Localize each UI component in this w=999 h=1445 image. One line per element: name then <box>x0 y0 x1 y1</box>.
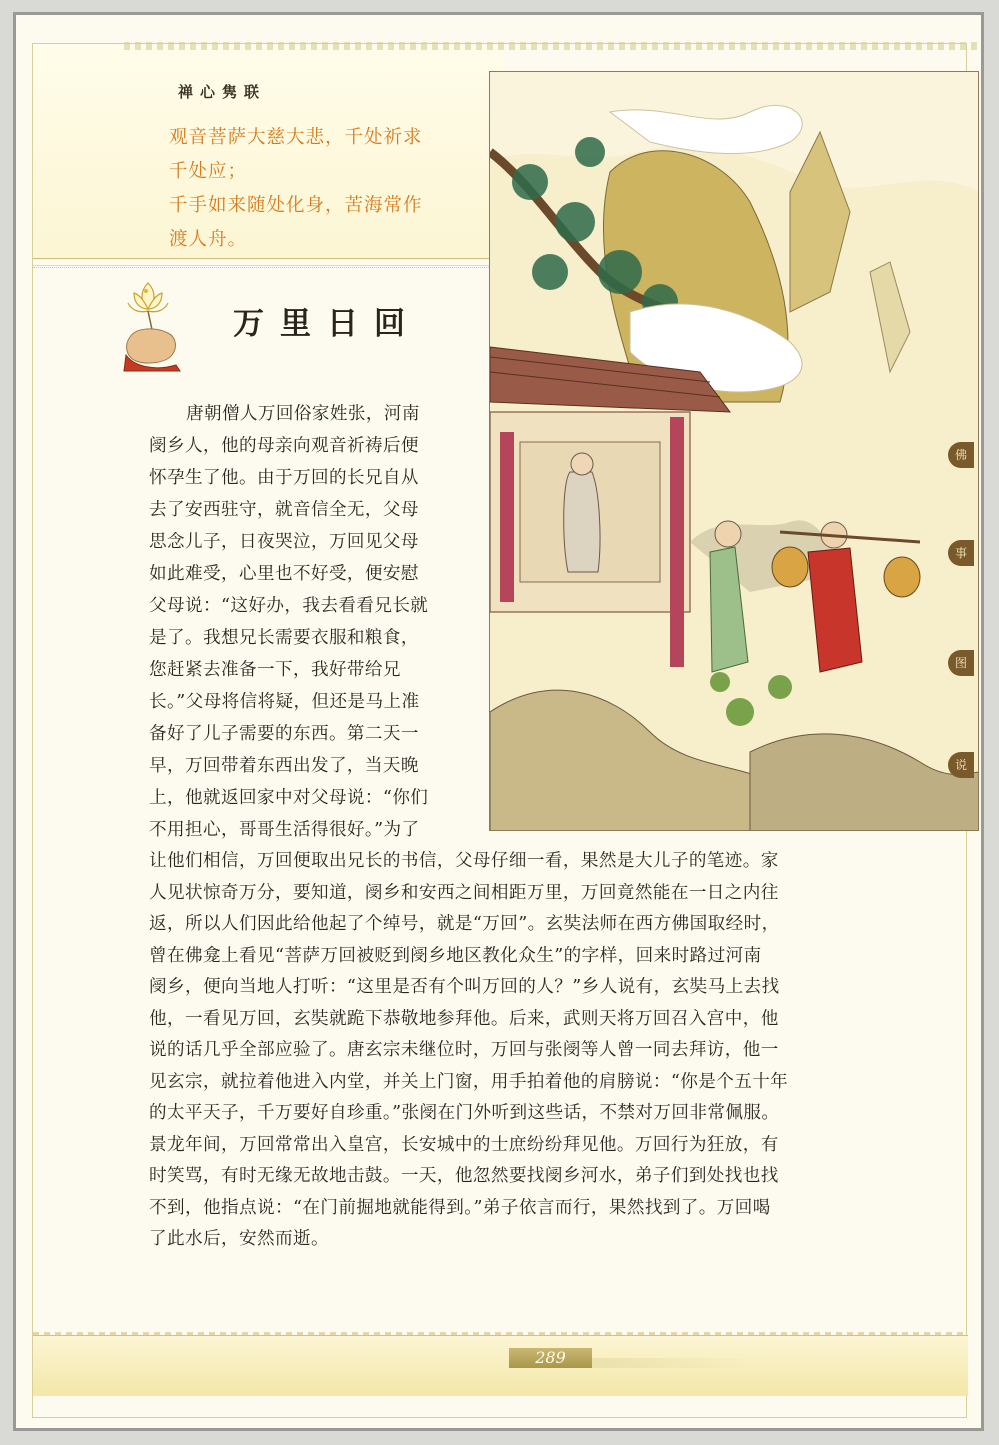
body-line: 是了。我想兄长需要衣服和粮食， <box>149 628 419 648</box>
body-line: 不用担心，哥哥生活得很好。”为了 <box>149 820 420 840</box>
article-body-narrow <box>149 398 499 846</box>
body-line: 阌乡人，他的母亲向观音祈祷后便 <box>149 436 419 456</box>
body-line: 让他们相信，万回便取出兄长的书信，父母仔细一看，果然是大儿子的笔迹。家 <box>149 851 779 871</box>
body-line: 您赶紧去准备一下，我好带给兄 <box>149 660 401 680</box>
body-line: 说的话几乎全部应验了。唐玄宗未继位时，万回与张阌等人曾一同去拜访，他一 <box>149 1040 779 1060</box>
body-line: 见玄宗，就拉着他进入内堂，并关上门窗，用手拍着他的肩膀说：“你是个五十年 <box>149 1071 789 1092</box>
side-tabs <box>946 72 974 830</box>
page-number: 289 <box>509 1348 592 1368</box>
body-line: 不到，他指点说：“在门前掘地就能得到。”弟子依言而行，果然找到了。万回喝 <box>149 1197 771 1218</box>
page-number-strip <box>592 1358 752 1368</box>
header-dotted-rule <box>124 42 984 50</box>
section-label: 禅心隽联 <box>178 83 267 101</box>
body-line: 了此水后，安然而逝。 <box>149 1229 329 1249</box>
lotus-hand-icon <box>116 277 206 373</box>
body-line: 时笑骂，有时无缘无故地击鼓。一天，他忽然要找阌乡河水，弟子们到处找也找 <box>149 1166 779 1186</box>
couplet-line: 千手如来随处化身，苦海常作 <box>169 195 423 216</box>
couplet <box>169 121 509 257</box>
section-divider <box>33 258 505 266</box>
body-line: 思念儿子，日夜哭泣，万回见父母 <box>149 532 419 552</box>
article-title: 万里日回 <box>233 306 421 342</box>
body-line: 的太平天子，千万要好自珍重。”张阌在门外听到这些话，不禁对万回非常佩服。 <box>149 1103 780 1123</box>
body-line: 唐朝僧人万回俗家姓张，河南 <box>185 404 420 424</box>
side-tab: 佛 <box>948 442 974 468</box>
illustration <box>489 71 979 831</box>
body-line: 怀孕生了他。由于万回的长兄自从 <box>149 468 419 488</box>
body-line: 人见状惊奇万分，要知道，阌乡和安西之间相距万里，万回竟然能在一日之内往 <box>149 882 779 903</box>
body-line: 景龙年间，万回常常出入皇宫，长安城中的士庶纷纷拜见他。万回行为狂放，有 <box>149 1134 779 1155</box>
couplet-line: 千处应； <box>169 161 248 182</box>
footer-band <box>33 1335 968 1396</box>
couplet-line: 渡人舟。 <box>169 229 248 250</box>
body-line: 长。”父母将信将疑，但还是马上准 <box>149 692 420 712</box>
body-line: 他，一看见万回，玄奘就跪下恭敬地参拜他。后来，武则天将万回召入宫中，他 <box>149 1008 779 1029</box>
body-line: 曾在佛龛上看见“菩萨万回被贬到阌乡地区教化众生”的字样，回来时路过河南 <box>149 945 762 966</box>
side-tab: 图 <box>948 650 974 676</box>
body-line: 早，万回带着东西出发了，当天晚 <box>149 756 419 776</box>
body-line: 去了安西驻守，就音信全无，父母 <box>149 500 419 520</box>
body-line: 上，他就返回家中对父母说：“你们 <box>149 788 429 808</box>
couplet-line: 观音菩萨大慈大悲，千处祈求 <box>169 127 423 148</box>
book-page <box>13 12 984 1431</box>
section-divider-dotted <box>33 267 505 268</box>
body-line: 阌乡，便向当地人打听：“这里是否有个叫万回的人？”乡人说有，玄奘马上去找 <box>149 977 780 997</box>
side-tab: 说 <box>948 752 974 778</box>
body-line: 返，所以人们因此给他起了个绰号，就是“万回”。玄奘法师在西方佛国取经时， <box>149 914 780 934</box>
body-line: 父母说：“这好办，我去看看兄长就 <box>149 596 429 616</box>
article-body-wide <box>149 846 929 1256</box>
body-line: 备好了儿子需要的东西。第二天一 <box>149 724 419 744</box>
body-line: 如此难受，心里也不好受，便安慰 <box>149 564 419 584</box>
side-tab: 事 <box>948 540 974 566</box>
